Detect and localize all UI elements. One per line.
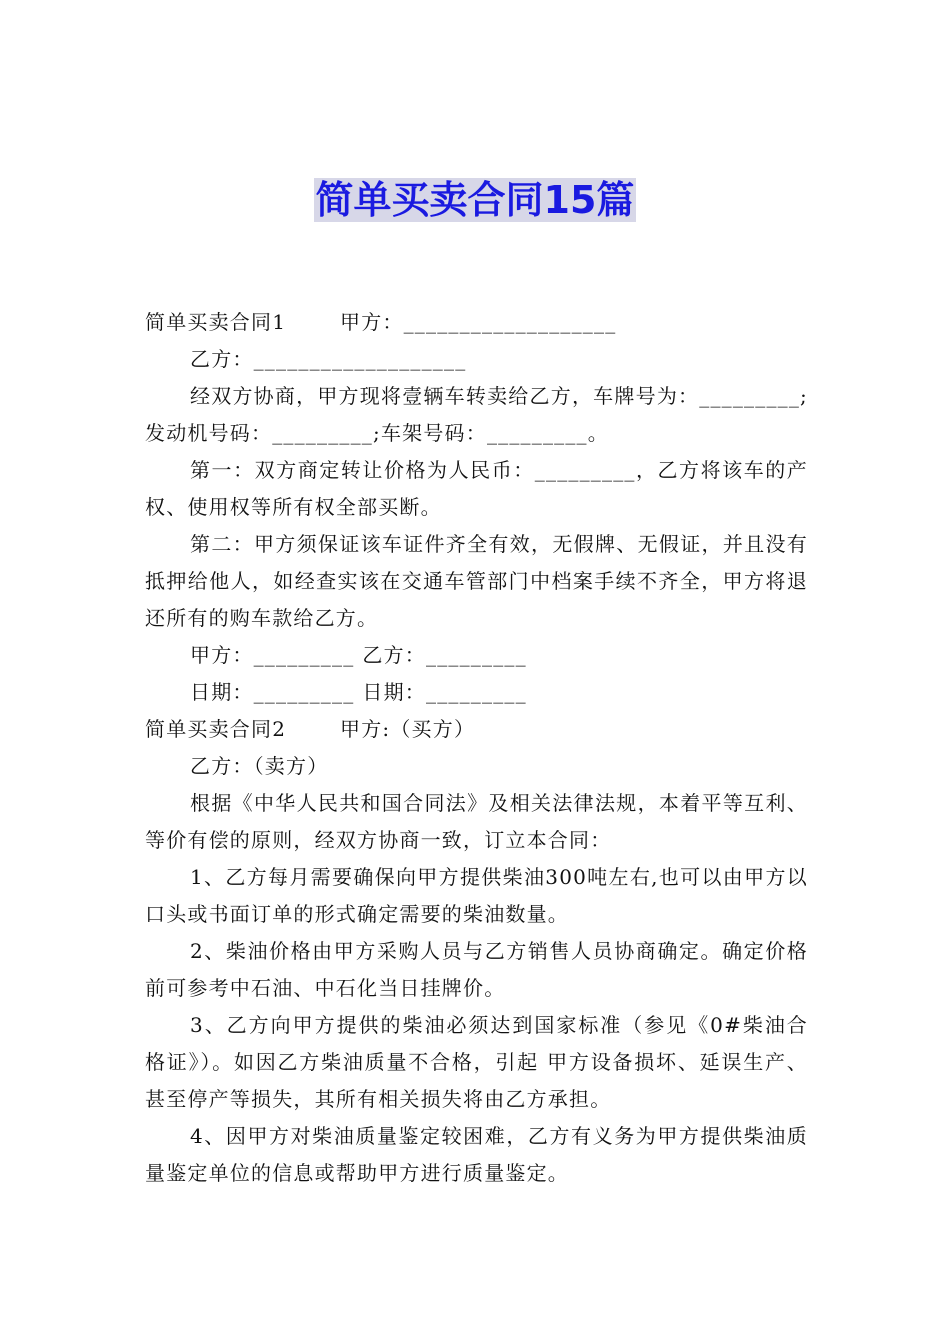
contract-2-paragraph-3: 2、柴油价格由甲方采购人员与乙方销售人员协商确定。确定价格前可参考中石油、中石化当日挂牌价。 bbox=[145, 939, 808, 1000]
contract-1-header-line bbox=[145, 304, 808, 341]
contract-2-heading: 简单买卖合同2 bbox=[145, 717, 287, 741]
contract-1-date-a: 日期：_________ bbox=[190, 680, 355, 704]
contract-2-paragraph-1: 根据《中华人民共和国合同法》及相关法律法规，本着平等互利、等价有偿的原则，经双方协商一致，订立本合同： bbox=[145, 791, 808, 852]
contract-2-paragraph-5: 4、因甲方对柴油质量鉴定较困难，乙方有义务为甲方提供柴油质量鉴定单位的信息或帮助甲方进行质量鉴定。 bbox=[145, 1124, 808, 1185]
contract-1-date-line bbox=[145, 674, 808, 711]
contract-1-paragraph-1: 经双方协商，甲方现将壹辆车转卖给乙方，车牌号为：_________;发动机号码：_________;车架号码：_________。 bbox=[145, 384, 808, 445]
contract-2-paragraph-4: 3、乙方向甲方提供的柴油必须达到国家标准（参见《0#柴油合格证》）。如因乙方柴油质量不合格，引起 甲方设备损坏、延误生产、甚至停产等损失，其所有相关损失将由乙方承担。 bbox=[145, 1013, 808, 1111]
contract-1-sign-a: 甲方：_________ bbox=[190, 643, 355, 667]
contract-1-heading: 简单买卖合同1 bbox=[145, 310, 287, 334]
contract-2-paragraph-2: 1、乙方每月需要确保向甲方提供柴油300吨左右,也可以由甲方以口头或书面订单的形式确定需要的柴油数量。 bbox=[145, 865, 808, 926]
contract-1-date-b: 日期：_________ bbox=[362, 680, 527, 704]
document-title-text: 简单买卖合同15篇 bbox=[315, 178, 635, 222]
contract-1-paragraph-3: 第二：甲方须保证该车证件齐全有效，无假牌、无假证，并且没有抵押给他人，如经查实该在交通车管部门中档案手续不齐全，甲方将退还所有的购车款给乙方。 bbox=[145, 532, 808, 630]
contract-1-signature-line bbox=[145, 637, 808, 674]
contract-1-sign-b: 乙方：_________ bbox=[362, 643, 527, 667]
contract-2-header-line bbox=[145, 711, 808, 748]
contract-2-party-a: 甲方:（买方） bbox=[340, 717, 476, 741]
document-body bbox=[145, 304, 808, 1192]
contract-2-party-b: 乙方：（卖方） bbox=[190, 754, 329, 778]
contract-1-party-a: 甲方：___________________ bbox=[340, 310, 617, 334]
contract-1-paragraph-2: 第一：双方商定转让价格为人民币：_________，乙方将该车的产权、使用权等所有权全部买断。 bbox=[145, 458, 808, 519]
contract-1-party-b: 乙方：___________________ bbox=[190, 347, 467, 371]
document-title bbox=[0, 176, 950, 224]
